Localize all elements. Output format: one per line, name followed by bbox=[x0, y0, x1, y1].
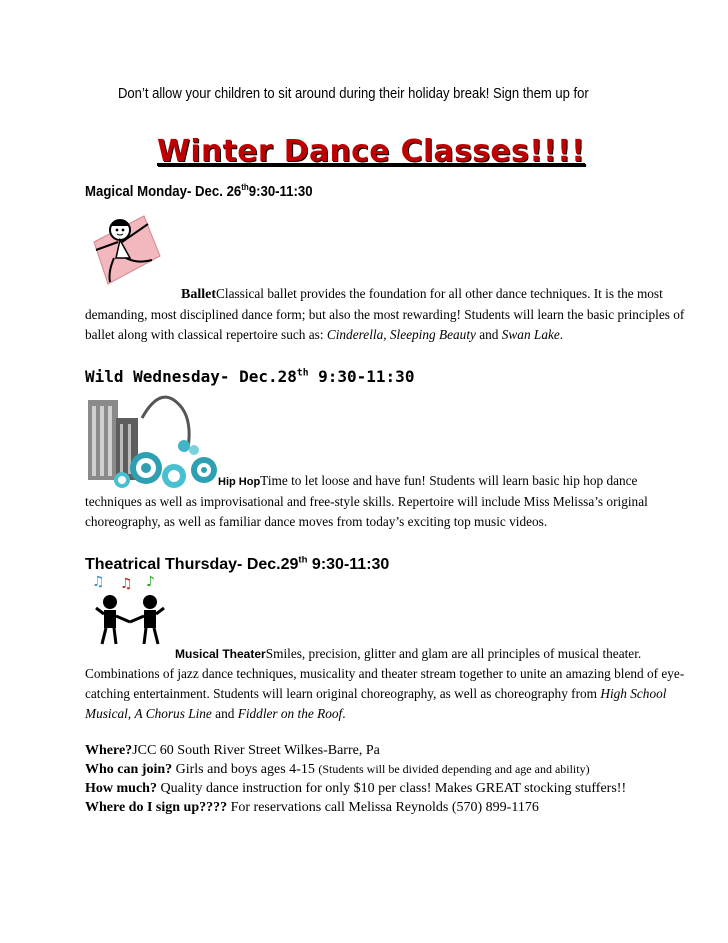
signup-label: Where do I sign up???? bbox=[85, 800, 228, 815]
wednesday-heading-prefix: Wild Wednesday- Dec.28 bbox=[85, 367, 297, 386]
hip-hop-label: Hip Hop bbox=[218, 476, 261, 488]
where-label: Where? bbox=[85, 743, 133, 758]
monday-end: . bbox=[559, 327, 564, 342]
title-cinderella: Cinderella bbox=[326, 327, 384, 342]
who-label: Who can join? bbox=[85, 762, 173, 777]
monday-description bbox=[85, 284, 685, 345]
thursday-heading-sup: th bbox=[298, 554, 308, 566]
thursday-description bbox=[85, 644, 685, 724]
who-note: (Students will be divided depending and age and ability) bbox=[318, 762, 590, 776]
monday-and: and bbox=[475, 327, 502, 342]
intro-text: Don’t allow your children to sit around during their holiday break! Sign them up for bbox=[118, 86, 589, 102]
monday-heading bbox=[85, 183, 313, 200]
thursday-heading bbox=[85, 556, 389, 574]
svg-text:♫: ♫ bbox=[92, 574, 105, 590]
title-swan-lake: Swan Lake bbox=[501, 327, 560, 342]
wednesday-heading bbox=[85, 367, 414, 386]
monday-comma: , bbox=[383, 327, 390, 342]
info-where bbox=[85, 741, 380, 761]
musical-theater-label: Musical Theater bbox=[175, 647, 266, 661]
ballet-label: Ballet bbox=[181, 287, 216, 302]
info-cost bbox=[85, 779, 626, 799]
musical-theater-clipart bbox=[88, 574, 174, 650]
page-title: Winter Dance Classes!!!! bbox=[157, 134, 586, 169]
title-a-chorus-line: A Chorus Line bbox=[134, 706, 212, 721]
signup-text: For reservations call Melissa Reynolds (570) 899-1176 bbox=[227, 800, 539, 815]
svg-text:♪: ♪ bbox=[146, 574, 155, 590]
title-sleeping-beauty: Sleeping Beauty bbox=[389, 327, 476, 342]
svg-text:♫: ♫ bbox=[120, 576, 133, 592]
thursday-and: and bbox=[211, 706, 238, 721]
wednesday-heading-time: 9:30-11:30 bbox=[308, 367, 415, 386]
wednesday-text: Time to let loose and have fun! Students will learn basic hip hop dance techniques as well as improvisational and free-style skills. Repertoire will include Miss Melissa’s original choreography, as well as familiar dance moves from today’s exciting top music videos. bbox=[85, 473, 648, 529]
wednesday-heading-sup: th bbox=[296, 367, 309, 379]
thursday-heading-time: 9:30-11:30 bbox=[307, 556, 390, 573]
where-text: JCC 60 South River Street Wilkes-Barre, Pa bbox=[132, 743, 380, 758]
info-who bbox=[85, 760, 590, 780]
info-signup bbox=[85, 798, 539, 818]
who-text: Girls and boys ages 4-15 bbox=[172, 762, 319, 777]
monday-heading-prefix: Magical Monday- Dec. 26 bbox=[85, 183, 242, 200]
monday-heading-sup: th bbox=[241, 182, 249, 192]
thursday-comma: , bbox=[127, 706, 135, 721]
monday-heading-time: 9:30-11:30 bbox=[248, 183, 313, 200]
wednesday-description bbox=[85, 471, 685, 532]
title-high-school-musical: High School Musical bbox=[85, 686, 667, 721]
thursday-text: Smiles, precision, glitter and glam are all principles of musical theater. Combinations of jazz dance techniques, musicality and theater stream together to unite an amazing blend of eye-catching entertainment. Students will learn original choreography, as well as choreography from bbox=[85, 646, 685, 701]
cost-label: How much? bbox=[85, 781, 157, 796]
monday-text: Classical ballet provides the foundation for all other dance techniques. It is the most demanding, most disciplined dance form; but also the most rewarding! Students will learn the basic principles of ballet along with classical repertoire such as: bbox=[85, 286, 685, 342]
cost-text: Quality dance instruction for only $10 per class! Makes GREAT stocking stuffers!! bbox=[156, 781, 627, 796]
title-fiddler-on-the-roof: Fiddler on the Roof bbox=[237, 706, 343, 721]
thursday-heading-prefix: Theatrical Thursday- Dec.29 bbox=[85, 556, 299, 573]
ballerina-clipart bbox=[88, 212, 166, 288]
thursday-end: . bbox=[342, 706, 346, 721]
